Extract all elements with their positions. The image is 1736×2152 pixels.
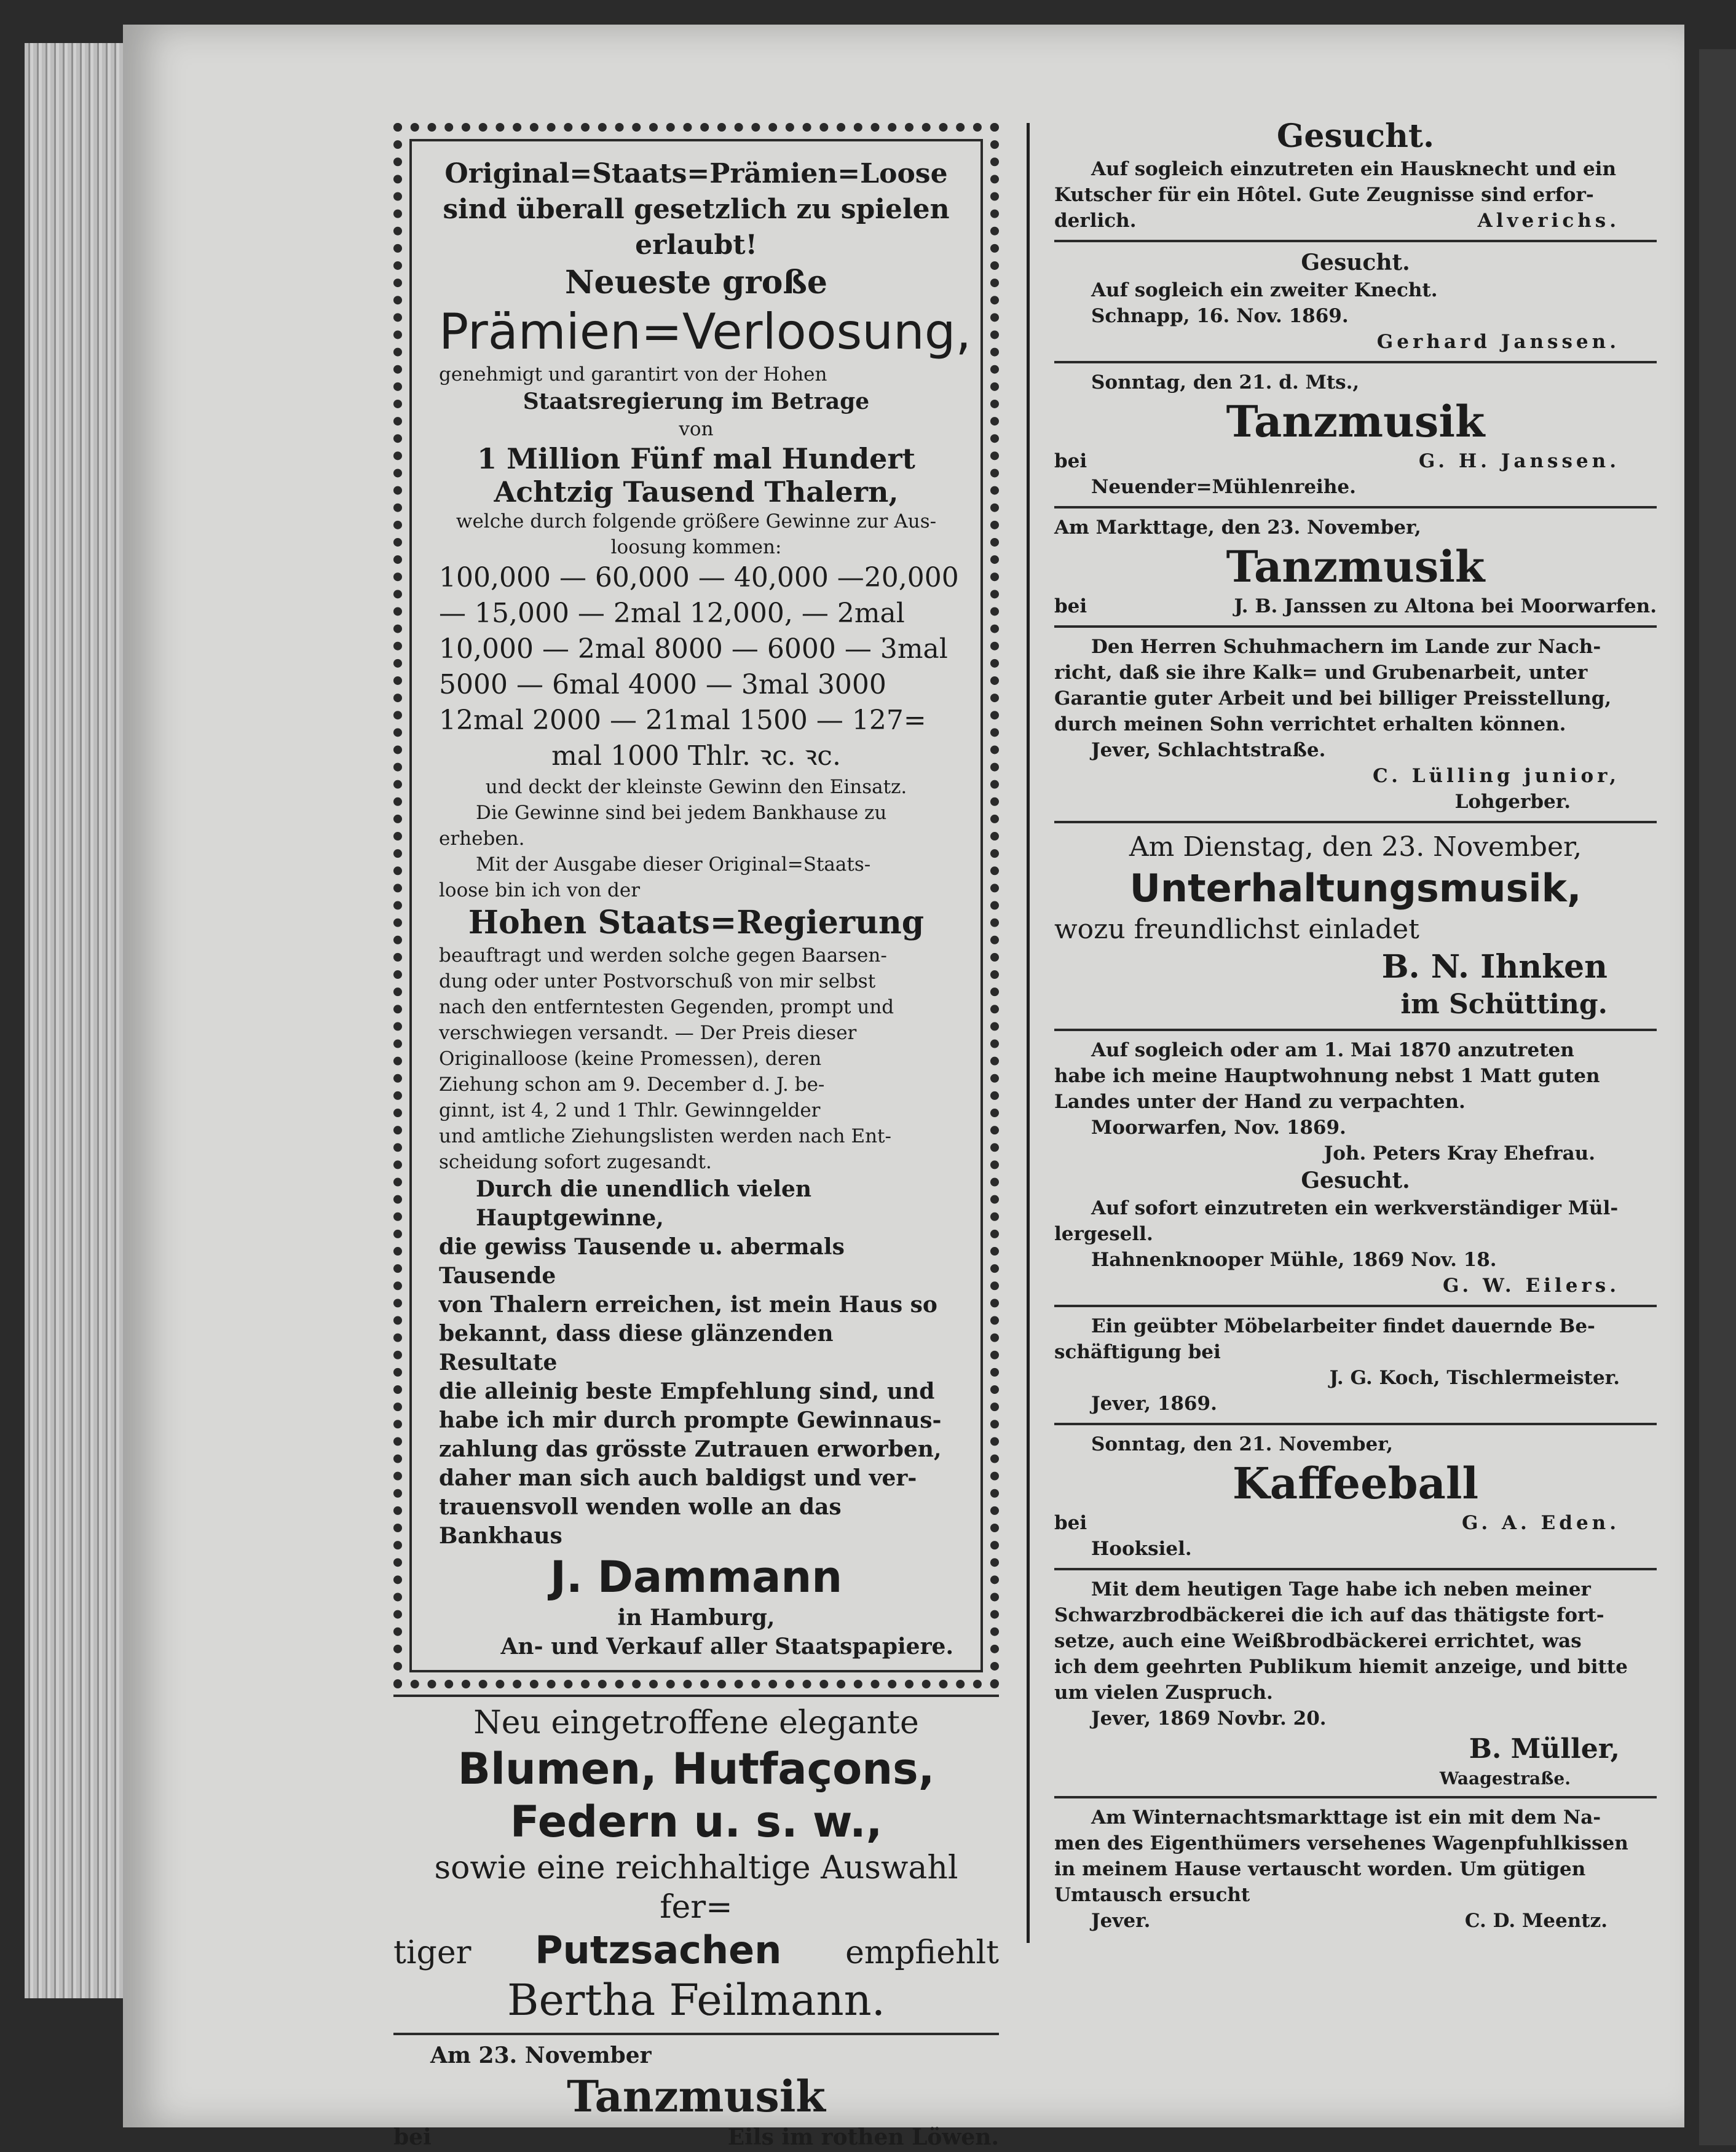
ad-line: richt, daß sie ihre Kalk= und Grubenarbeit, unter [1054,662,1588,684]
lottery-line: beauftragt und werden solche gegen Baarsen- [439,944,887,967]
lottery-line: Staatsregierung im Betrage [523,389,870,414]
ad-place: Neuender=Mühlenreihe. [1091,476,1356,498]
ad-text: derlich. [1054,210,1137,232]
prize-line: 10,000 — 2mal 8000 — 6000 — 3mal [439,633,948,665]
lottery-line: trauensvoll wenden wolle an das Bankhaus [439,1494,842,1549]
ad-text: Jever. [1091,1910,1151,1932]
ad-line: Jever, 1869. [1091,1393,1217,1415]
ad-title: Kaffeeball [1232,1458,1479,1509]
ad-signature: B. N. Ihnken [1381,948,1608,986]
millinery-word: Putzsachen [535,1928,782,1972]
ad-row [1054,593,1657,619]
right-column [1054,117,1657,1961]
ad-trade: Lohgerber. [1454,791,1571,813]
dance-bei: bei [393,2124,432,2150]
ad-line: durch meinen Sohn verrichtet erhalten können. [1054,713,1566,735]
ad-line: in meinem Hause vertauscht worden. Um gütigen [1054,1858,1586,1880]
lottery-line: die alleinig beste Empfehlung sind, und [439,1379,935,1404]
ad-row [1054,1510,1657,1536]
ad-line: Kutscher für ein Hôtel. Gute Zeugnisse sind erfor- [1054,184,1594,206]
lottery-line: die gewiss Tausende u. abermals Tausende [439,1234,845,1289]
divider [1054,821,1657,823]
divider [1054,1029,1657,1031]
divider [1054,1305,1657,1307]
lottery-line: sind überall gesetzlich zu spielen [443,194,950,225]
ad-title: Gesucht. [1276,117,1435,155]
ad-wanted-farmhand [1054,248,1657,355]
lottery-line: habe ich mir durch prompte Gewinnaus- [439,1407,942,1433]
lottery-line: erlaubt! [635,229,757,261]
millinery-headline: Federn u. s. w., [510,1797,883,1847]
ad-line: Landes unter der Hand zu verpachten. [1054,1091,1466,1113]
ad-bakery [1054,1576,1657,1790]
ad-line: Moorwarfen, Nov. 1869. [1091,1117,1346,1139]
ad-host: G. H. Janssen. [1418,450,1620,472]
lottery-line: Hohen Staats=Regierung [468,904,925,941]
ad-line: Garantie guter Arbeit und bei billiger Preisstellung, [1054,687,1612,710]
lottery-line: dung oder unter Postvorschuß von mir selbst [439,970,876,992]
ad-line: Umtausch ersucht [1054,1884,1250,1906]
millinery-row [393,1927,999,1974]
ad-line: Auf sogleich einzutreten ein Hausknecht und ein [1091,158,1616,180]
ad-dance-janssen [1054,370,1657,500]
banker-trade: An- und Verkauf aller Staatspapiere. [500,1634,953,1659]
ad-lease [1054,1037,1657,1166]
ad-line: Am Winternachtsmarkttage ist ein mit dem Na- [1091,1806,1601,1829]
ad-wanted-servant [1054,117,1657,234]
lottery-line: und amtliche Ziehungslisten werden nach Ent- [439,1125,891,1147]
dance-date: Am 23. November [430,2043,652,2068]
ad-line: lergesell. [1054,1223,1153,1245]
lottery-line: Ziehung schon am 9. December d. J. be- [439,1074,825,1096]
prize-line: 100,000 — 60,000 — 40,000 —20,000 [439,562,959,593]
facing-page-strip [1699,49,1736,2145]
divider [1054,625,1657,628]
ad-entertainment [1054,829,1657,1023]
ad-signature: Alverichs. [1477,210,1620,232]
ad-signature: Gerhard Janssen. [1376,331,1620,353]
ad-line: setze, auch eine Weißbrodbäckerei errichtet, was [1054,1630,1582,1652]
ad-line: Jever, Schlachtstraße. [1091,739,1326,761]
ad-dance-altona [1054,515,1657,619]
millinery-headline: Blumen, Hutfaçons, [457,1744,935,1794]
lottery-line: daher man sich auch baldigst und ver- [439,1465,917,1491]
ad-line: schäftigung bei [1054,1341,1221,1363]
ad-host: G. A. Eden. [1462,1512,1620,1534]
lottery-line: verschwiegen versandt. — Der Preis dieser [439,1022,857,1044]
ad-line: Auf sogleich oder am 1. Mai 1870 anzutreten [1091,1039,1574,1061]
millinery-word: tiger [393,1934,471,1971]
ad-row [1054,208,1657,234]
lottery-headline: Prämien=Verloosung, [439,303,971,360]
divider [1054,240,1657,242]
ad-signature: Joh. Peters Kray Ehefrau. [1324,1142,1595,1165]
lottery-line: von Thalern erreichen, ist mein Haus so [439,1292,937,1318]
ad-coffee-ball [1054,1431,1657,1562]
ad-signature: C. Lülling junior, [1372,765,1620,787]
ad-line: ich dem geehrten Publikum hiemit anzeige, und bitte [1054,1656,1628,1678]
ad-line: um vielen Zuspruch. [1054,1682,1273,1704]
lottery-line: welche durch folgende größere Gewinne zur Aus- [456,510,937,532]
lottery-line: Original=Staats=Prämien=Loose [444,158,948,189]
ad-line: habe ich meine Hauptwohnung nebst 1 Matt guten [1054,1065,1600,1087]
lottery-line: und deckt der kleinste Gewinn den Einsatz. [485,776,907,798]
dance-title: Tanzmusik [567,2071,826,2122]
lottery-line: Achtzig Tausend Thalern, [494,475,899,508]
ad-signature: G. W. Eilers. [1442,1275,1620,1297]
ad-line: Auf sofort einzutreten ein werkverständiger Mül- [1091,1197,1619,1219]
column-rule [1027,123,1030,1943]
ad-host: J. B. Janssen zu Altona bei Moorwarfen. [1234,595,1657,617]
divider [393,2033,999,2035]
ad-bei: bei [1054,595,1087,617]
dance-advertisement [393,2041,999,2152]
lottery-line: bekannt, dass diese glänzenden Resultate [439,1321,834,1375]
ad-place: im Schütting. [1400,989,1608,1020]
lottery-line: genehmigt und garantirt von der Hohen [439,363,827,386]
ad-title: Gesucht. [1301,250,1410,275]
lottery-line: ginnt, ist 4, 2 und 1 Thlr. Gewinngelder [439,1099,821,1121]
ad-line: wozu freundlichst einladet [1054,914,1419,945]
divider [1054,506,1657,508]
left-column [393,117,999,2150]
ad-line: Ein geübter Möbelarbeiter findet dauernde Be- [1091,1315,1595,1337]
banker-name: J. Dammann [550,1552,843,1602]
ad-date: Am Markttage, den 23. November, [1054,516,1421,539]
millinery-signature: Bertha Feilmann. [507,1975,885,2025]
ad-furniture-maker [1054,1313,1657,1417]
ad-wanted-miller [1054,1166,1657,1299]
lottery-line: nach den entferntesten Gegenden, prompt und [439,996,894,1018]
ad-signature: C. D. Meentz. [1464,1910,1608,1932]
ad-signature: B. Müller, [1469,1733,1620,1765]
prize-line: — 15,000 — 2mal 12,000, — 2mal [439,598,905,629]
lottery-line: 1 Million Fünf mal Hundert [477,442,915,475]
ad-title: Gesucht. [1301,1168,1410,1193]
millinery-advertisement [393,1703,999,2027]
ad-line: Auf sogleich ein zweiter Knecht. [1091,279,1438,301]
dance-host: Eils im rothen Löwen. [727,2124,999,2150]
lottery-advertisement [393,123,999,1688]
ad-title: Unterhaltungsmusik, [1129,866,1582,911]
millinery-line: sowie eine reichhaltige Auswahl fer= [434,1849,958,1926]
ad-line: men des Eigenthümers versehenes Wagenpfuhlkissen [1054,1832,1628,1854]
ad-line: Jever, 1869 Novbr. 20. [1091,1707,1327,1730]
ad-lost-cushion [1054,1805,1657,1934]
lottery-line: loose bin ich von der [439,879,641,901]
prize-line: mal 1000 Thlr. ꝛc. ꝛc. [551,740,841,772]
lottery-line: erheben. [439,828,525,850]
ad-bei: bei [1054,450,1087,472]
divider [393,1695,999,1697]
ad-title: Tanzmusik [1226,396,1485,447]
ad-line: Mit dem heutigen Tage habe ich neben meiner [1091,1578,1591,1600]
millinery-word: empfiehlt [845,1934,999,1971]
prize-line: 12mal 2000 — 21mal 1500 — 127= [439,705,926,736]
ad-line: Schwarzbrodbäckerei die ich auf das thätigste fort- [1054,1604,1604,1626]
lottery-line: loosung kommen: [610,536,782,558]
lottery-line: Mit der Ausgabe dieser Original=Staats- [476,853,871,876]
ad-line: Hahnenknooper Mühle, 1869 Nov. 18. [1091,1249,1497,1271]
lottery-line: von [679,418,714,440]
ad-date: Am Dienstag, den 23. November, [1129,831,1582,863]
ad-title: Tanzmusik [1226,541,1485,592]
ad-signature: J. G. Koch, Tischlermeister. [1329,1367,1620,1389]
lottery-line: scheidung sofort zugesandt. [439,1151,712,1173]
lottery-line: Neueste große [564,264,828,301]
divider [1054,1796,1657,1798]
dance-host-row [393,2123,999,2152]
lottery-line: Originalloose (keine Promessen), deren [439,1048,822,1070]
ad-line: Schnapp, 16. Nov. 1869. [1091,305,1349,327]
ad-place: Hooksiel. [1091,1538,1192,1560]
ad-date: Sonntag, den 21. November, [1091,1433,1394,1455]
divider [1054,1423,1657,1425]
lottery-line: Durch die unendlich vielen Hauptgewinne, [476,1176,812,1231]
ad-bei: bei [1054,1512,1087,1534]
ad-place: Waagestraße. [1439,1768,1571,1789]
divider [1054,361,1657,363]
lottery-line: zahlung das grösste Zutrauen erworben, [439,1436,942,1462]
banker-city: in Hamburg, [617,1605,775,1631]
ad-date: Sonntag, den 21. d. Mts., [1091,371,1360,394]
ad-shoemakers [1054,634,1657,815]
prize-line: 5000 — 6mal 4000 — 3mal 3000 [439,669,886,700]
millinery-line: Neu eingetroffene elegante [473,1704,919,1741]
lottery-line: Die Gewinne sind bei jedem Bankhause zu [476,802,887,824]
ad-row [1054,448,1657,474]
divider [1054,1568,1657,1570]
ad-line: Den Herren Schuhmachern im Lande zur Nach- [1091,636,1601,658]
advertisement-page [381,117,1660,2150]
ad-row [1054,1908,1657,1934]
